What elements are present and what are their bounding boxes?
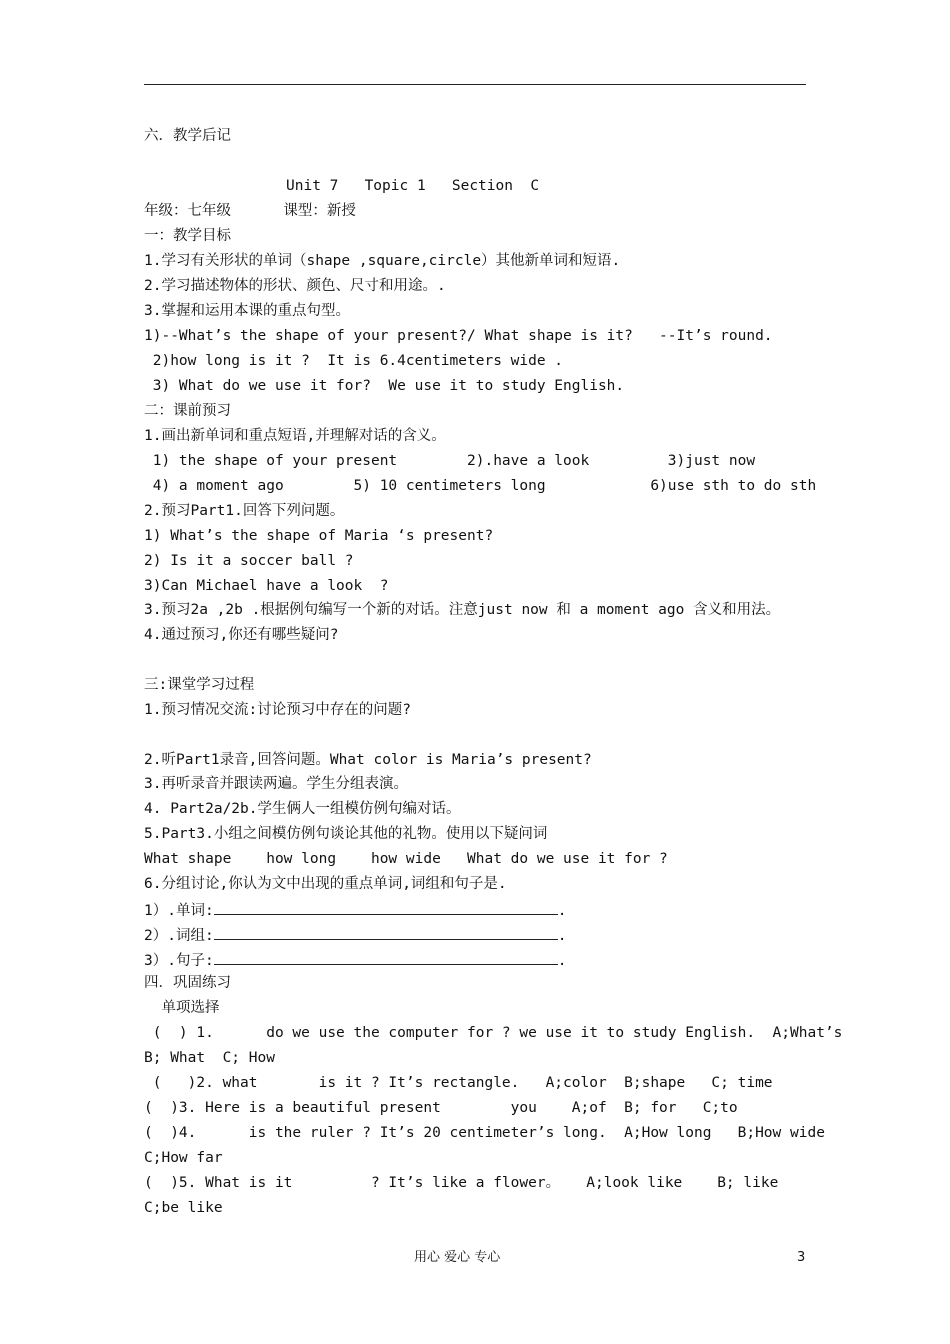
preview-line: 2) Is it a soccer ball ? xyxy=(144,553,354,569)
process-line: 3.再听录音并跟读两遍。学生分组表演。 xyxy=(144,776,408,792)
preview-line: 1.画出新单词和重点短语,并理解对话的含义。 xyxy=(144,428,446,444)
process-line: 6.分组讨论,你认为文中出现的重点单词,词组和句子是. xyxy=(144,876,507,892)
fill-blank-row xyxy=(144,899,566,921)
goal-line: 3.掌握和运用本课的重点句型。 xyxy=(144,303,350,319)
preview-line: 3)Can Michael have a look ? xyxy=(144,578,389,594)
section-preview-title: 二：课前预习 xyxy=(144,403,231,419)
exercise-line: ( ) 1. do we use the computer for ? we use it to study English. A;What’s xyxy=(144,1025,843,1041)
page-number: 3 xyxy=(797,1250,806,1265)
exercise-line: ( )5. What is it ? It’s like a flower。 A;look like B; like xyxy=(144,1175,779,1191)
process-line: 2.听Part1录音,回答问题。What color is Maria’s present? xyxy=(144,752,592,768)
fill-label: 2）.词组: xyxy=(144,928,214,944)
multiple-choice-title: 单项选择 xyxy=(144,1000,220,1016)
afterword-heading: 六．教学后记 xyxy=(144,128,231,144)
section-goals-title: 一：教学目标 xyxy=(144,228,231,244)
process-line: What shape how long how wide What do we use it for ? xyxy=(144,851,668,867)
process-line: 5.Part3.小组之间模仿例句谈论其他的礼物。使用以下疑问词 xyxy=(144,826,548,842)
fill-blank-row xyxy=(144,924,566,946)
fill-label: 1）.单词: xyxy=(144,903,214,919)
footer-text: 用心 爱心 专心 xyxy=(414,1250,501,1265)
blank-line[interactable] xyxy=(214,949,558,965)
exercise-line: ( )3. Here is a beautiful present you A;of B; for C;to xyxy=(144,1100,738,1116)
grade-meta: 年级：七年级 课型：新授 xyxy=(144,203,356,219)
fill-end: . xyxy=(557,928,567,944)
fill-end: . xyxy=(557,953,567,969)
exercise-line: C;How far xyxy=(144,1150,223,1166)
blank-line[interactable] xyxy=(214,924,558,940)
preview-line: 4) a moment ago 5) 10 centimeters long 6)use sth to do sth xyxy=(144,478,817,494)
goal-line: 2)how long is it ? It is 6.4centimeters wide . xyxy=(144,353,564,369)
fill-end: . xyxy=(557,903,567,919)
unit-title: Unit 7 Topic 1 Section C xyxy=(286,178,540,194)
preview-line: 1) What’s the shape of Maria ‘s present? xyxy=(144,528,494,544)
fill-label: 3）.句子: xyxy=(144,953,214,969)
header-rule xyxy=(144,84,806,85)
preview-line: 1) the shape of your present 2).have a look 3)just now xyxy=(144,453,756,469)
exercise-line: ( )4. is the ruler ? It’s 20 centimeter’s long. A;How long B;How wide xyxy=(144,1125,825,1141)
goal-line: 1)--What’s the shape of your present?/ What shape is it? --It’s round. xyxy=(144,328,773,344)
exercise-line: C;be like xyxy=(144,1200,223,1216)
blank-line[interactable] xyxy=(214,899,558,915)
exercise-line: ( )2. what is it ? It’s rectangle. A;color B;shape C; time xyxy=(144,1075,773,1091)
goal-line: 3) What do we use it for? We use it to study English. xyxy=(144,378,625,394)
process-line: 1.预习情况交流:讨论预习中存在的问题? xyxy=(144,702,411,718)
section-process-title: 三:课堂学习过程 xyxy=(144,677,255,693)
section-practice-title: 四．巩固练习 xyxy=(144,975,231,991)
preview-line: 3.预习2a ,2b .根据例句编写一个新的对话。注意just now 和 a moment ago 含义和用法。 xyxy=(144,602,781,618)
goal-line: 2.学习描述物体的形状、颜色、尺寸和用途。. xyxy=(144,278,446,294)
process-line: 4. Part2a/2b.学生俩人一组模仿例句编对话。 xyxy=(144,801,461,817)
preview-line: 2.预习Part1.回答下列问题。 xyxy=(144,503,345,519)
preview-line: 4.通过预习,你还有哪些疑问? xyxy=(144,627,339,643)
goal-line: 1.学习有关形状的单词（shape ,square,circle）其他新单词和短语. xyxy=(144,253,621,269)
fill-blank-row xyxy=(144,949,566,971)
exercise-line: B; What C; How xyxy=(144,1050,275,1066)
